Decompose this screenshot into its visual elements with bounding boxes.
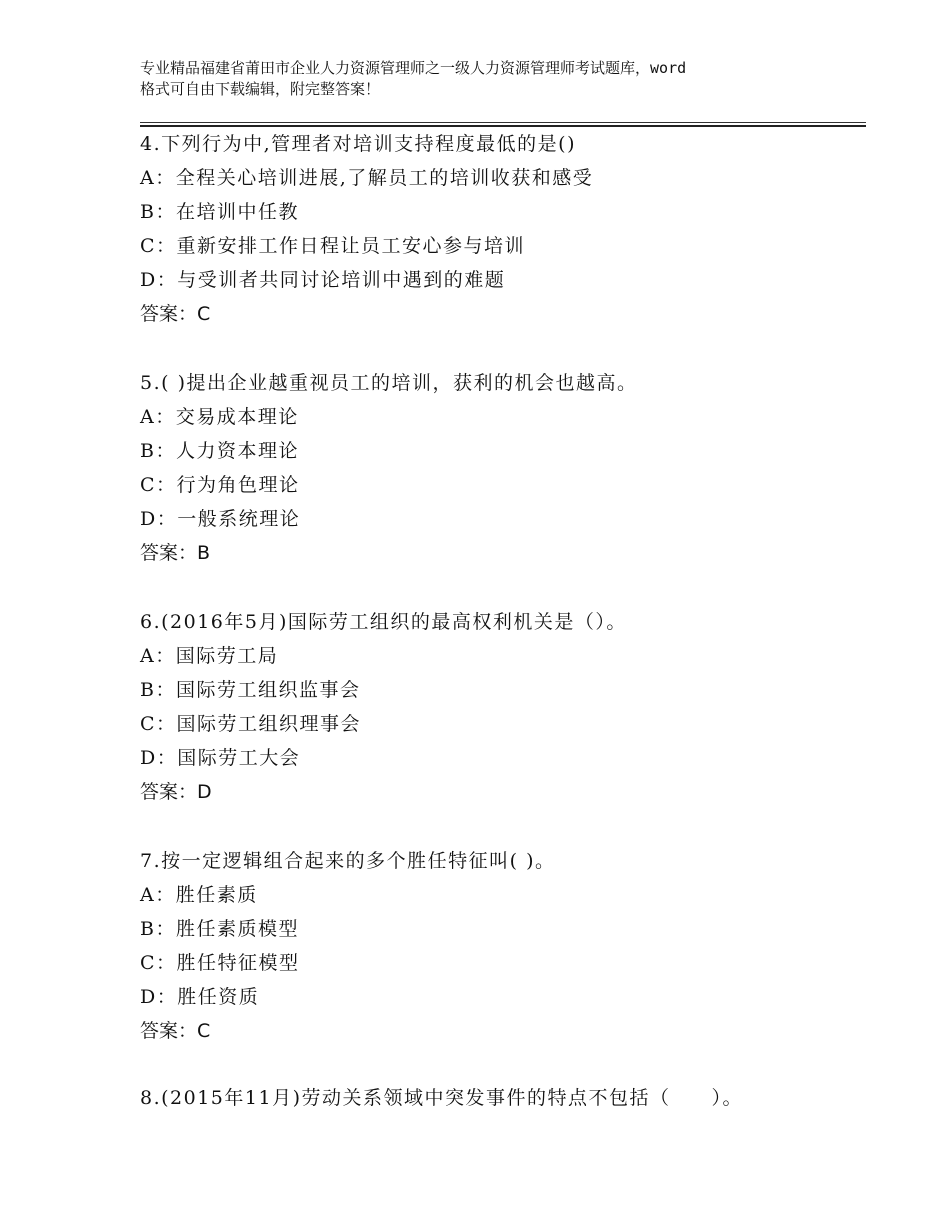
header-line-1: 专业精品福建省莆田市企业人力资源管理师之一级人力资源管理师考试题库，word <box>140 59 687 77</box>
question-block-4 <box>140 127 860 331</box>
option-a: A：全程关心培训进展,了解员工的培训收获和感受 <box>140 167 594 189</box>
option-d: D：与受训者共同讨论培训中遇到的难题 <box>140 269 506 291</box>
question-stem: 8.(2015年11月)劳动关系领域中突发事件的特点不包括（ ）。 <box>140 1087 743 1109</box>
option-a: A：胜任素质 <box>140 884 258 906</box>
question-block-7 <box>140 844 860 1048</box>
answer-label: 答案：C <box>140 303 211 325</box>
option-b: B：国际劳工组织监事会 <box>140 679 361 701</box>
answer-label: 答案：C <box>140 1020 211 1042</box>
option-c: C：国际劳工组织理事会 <box>140 713 362 735</box>
question-block-5 <box>140 366 860 570</box>
question-stem: 7.按一定逻辑组合起来的多个胜任特征叫( )。 <box>140 850 556 872</box>
answer-label: 答案：D <box>140 781 212 803</box>
option-b: B：在培训中任教 <box>140 201 299 223</box>
answer-label: 答案：B <box>140 542 211 564</box>
option-b: B：胜任素质模型 <box>140 918 299 940</box>
option-b: B：人力资本理论 <box>140 440 299 462</box>
question-block-8 <box>140 1081 860 1115</box>
document-header <box>140 58 840 100</box>
question-stem: 4.下列行为中,管理者对培训支持程度最低的是() <box>140 133 576 155</box>
option-d: D：国际劳工大会 <box>140 747 301 769</box>
option-d: D：一般系统理论 <box>140 508 301 530</box>
option-c: C：重新安排工作日程让员工安心参与培训 <box>140 235 526 257</box>
option-c: C：胜任特征模型 <box>140 952 300 974</box>
header-divider-thin <box>140 122 866 123</box>
option-a: A：交易成本理论 <box>140 406 299 428</box>
option-d: D：胜任资质 <box>140 986 260 1008</box>
header-line-2: 格式可自由下载编辑，附完整答案！ <box>140 80 381 98</box>
option-a: A：国际劳工局 <box>140 645 279 667</box>
question-stem: 6.(2016年5月)国际劳工组织的最高权利机关是（）。 <box>140 611 627 633</box>
question-block-6 <box>140 605 860 809</box>
question-stem: 5.( )提出企业越重视员工的培训，获利的机会也越高。 <box>140 372 638 394</box>
option-c: C：行为角色理论 <box>140 474 300 496</box>
